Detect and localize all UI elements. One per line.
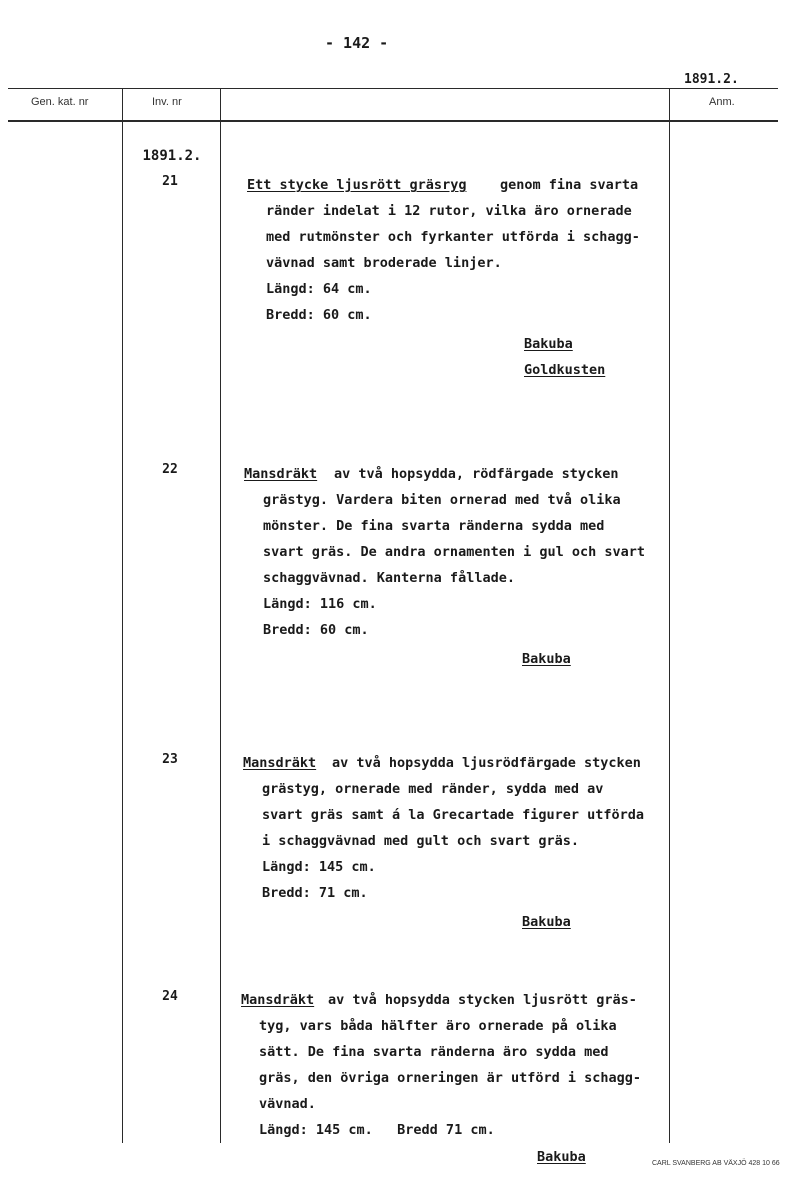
series-label: 1891.2. <box>142 148 202 164</box>
column-divider-2 <box>220 88 221 1143</box>
entry-line: ränder indelat i 12 rutor, vilka äro ornerade <box>266 203 632 219</box>
printer-mark: CARL SVANBERG AB VÄXJÖ 428 10 66 <box>652 1160 780 1167</box>
entry-line: med rutmönster och fyrkanter utförda i schagg- <box>266 229 640 245</box>
entry-line: av två hopsydda ljusrödfärgade stycken <box>332 755 641 771</box>
entry-place: Goldkusten <box>524 362 606 378</box>
header-top-rule <box>8 88 778 89</box>
inv-number: 24 <box>162 989 178 1004</box>
entry-title: Mansdräkt <box>243 755 317 771</box>
entry-line: sätt. De fina svarta ränderna äro sydda med <box>259 1044 609 1060</box>
entry-line: av två hopsydda, rödfärgade stycken <box>334 466 619 482</box>
entry-line: schaggvävnad. Kanterna fållade. <box>263 570 515 586</box>
entry-title: Mansdräkt <box>244 466 318 482</box>
inv-number: 23 <box>162 752 178 767</box>
entry-line: grästyg. Vardera biten ornerad med två olika <box>263 492 621 508</box>
entry-line: vävnad. <box>259 1096 316 1112</box>
entry-line: Bredd: 60 cm. <box>266 307 372 323</box>
entry-line: i schaggvävnad med gult och svart gräs. <box>262 833 579 849</box>
entry-line: Bredd: 71 cm. <box>262 885 368 901</box>
entry-title: Mansdräkt <box>241 992 315 1008</box>
entry-line: grästyg, ornerade med ränder, sydda med av <box>262 781 604 797</box>
entry-line: svart gräs. De andra ornamenten i gul och svart <box>263 544 646 560</box>
entry-line: svart gräs samt á la Grecartade figurer utförda <box>262 807 645 823</box>
entry-place: Bakuba <box>522 651 571 667</box>
column-divider-3 <box>669 88 670 1143</box>
entry-place: Bakuba <box>522 914 571 930</box>
entry-line: Längd: 116 cm. <box>263 596 377 612</box>
inv-number: 22 <box>162 462 178 477</box>
entry-line: genom fina svarta <box>500 177 639 193</box>
entry-line: tyg, vars båda hälfter äro ornerade på olika <box>259 1018 617 1034</box>
entry-place: Bakuba <box>537 1149 586 1165</box>
entry-line: vävnad samt broderade linjer. <box>266 255 502 271</box>
top-year: 1891.2. <box>684 72 739 87</box>
column-header-anm: Anm. <box>709 96 735 108</box>
entry-line: Längd: 145 cm. <box>262 859 376 875</box>
column-header-inv: Inv. nr <box>152 96 182 108</box>
entry-line: gräs, den övriga orneringen är utförd i schagg- <box>259 1070 642 1086</box>
column-divider-1 <box>122 88 123 1143</box>
entry-line: mönster. De fina svarta ränderna sydda med <box>263 518 605 534</box>
entry-line: Längd: 64 cm. <box>266 281 372 297</box>
entry-line: Längd: 145 cm. Bredd 71 cm. <box>259 1122 495 1138</box>
entry-line: av två hopsydda stycken ljusrött gräs- <box>328 992 637 1008</box>
entry-title: Ett stycke ljusrött gräsryg <box>247 177 467 193</box>
entry-place: Bakuba <box>524 336 573 352</box>
page-number: - 142 - <box>325 34 389 52</box>
header-bottom-rule <box>8 120 778 122</box>
column-header-gen-kat: Gen. kat. nr <box>31 96 89 108</box>
entry-line: Bredd: 60 cm. <box>263 622 369 638</box>
inv-number: 21 <box>162 174 178 189</box>
